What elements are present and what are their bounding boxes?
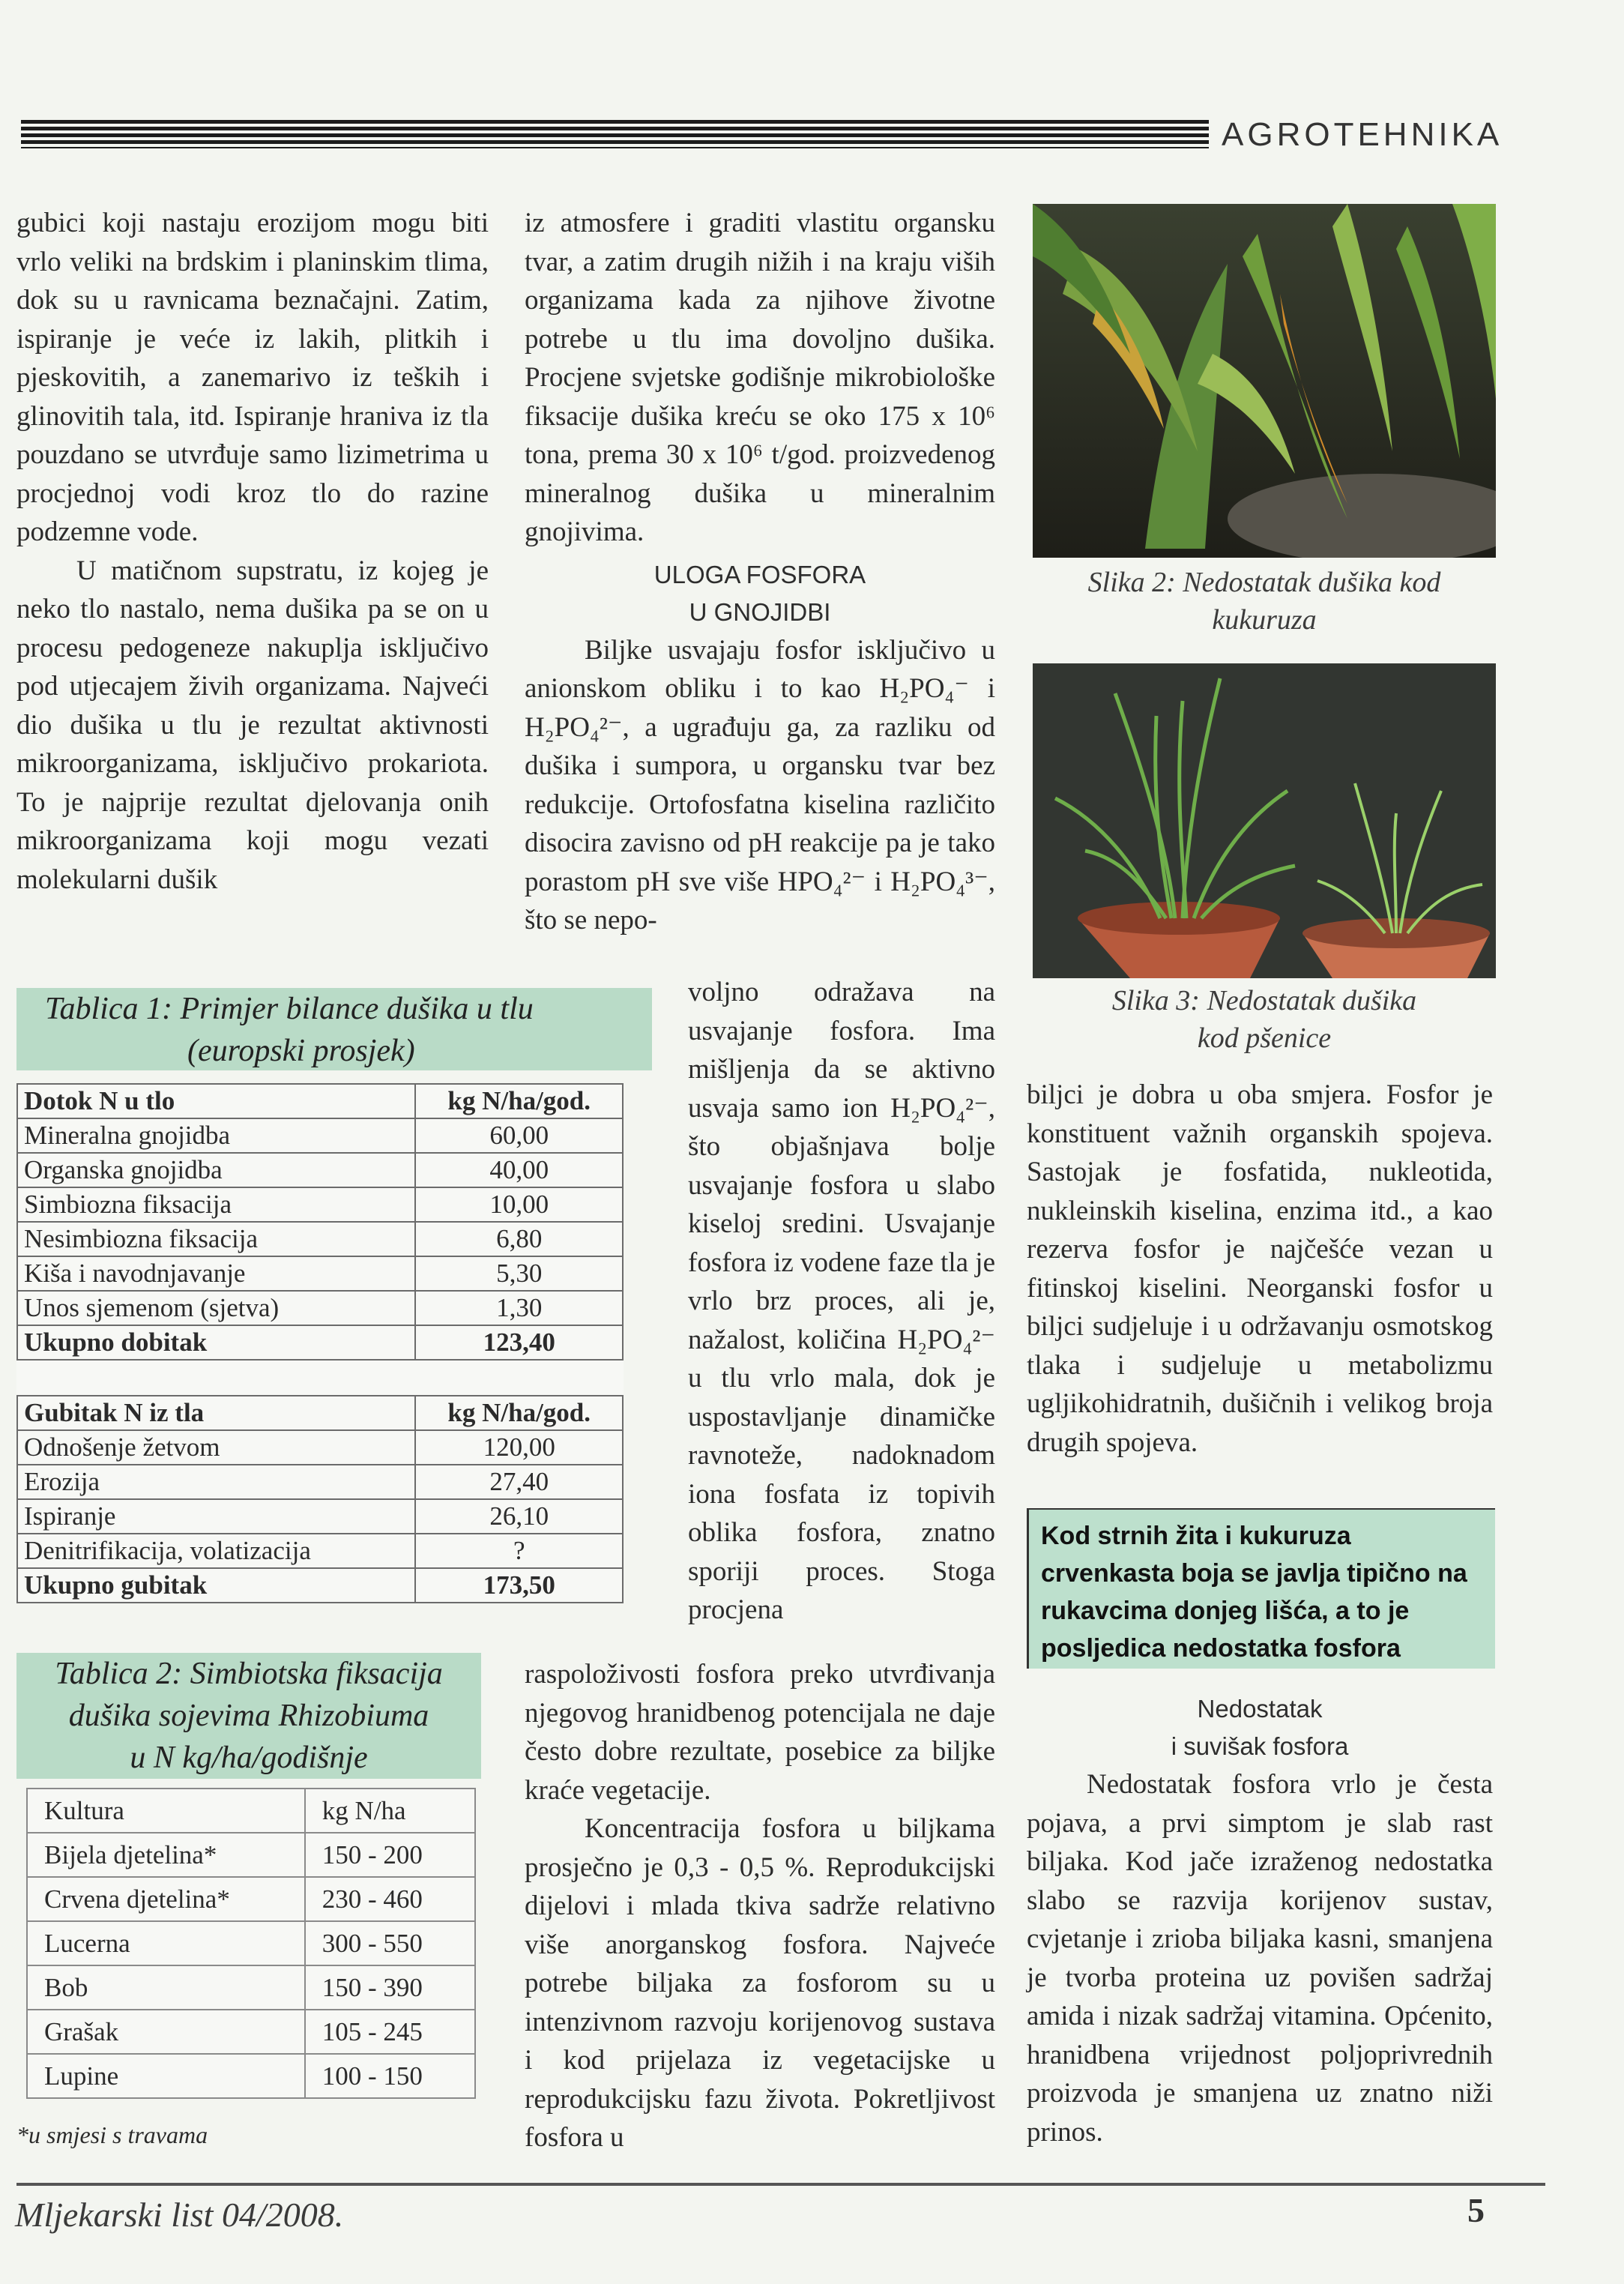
- section-heading: Nedostatak i suvišak fosfora: [1171, 1695, 1349, 1760]
- table-header-row: Dotok N u tlo kg N/ha/god.: [17, 1084, 623, 1118]
- figure-caption: Slika 3: Nedostatak dušika kod pšenice: [1111, 985, 1417, 1054]
- table-row: Lupine 100 - 150: [27, 2054, 475, 2098]
- table-row: Crvena djetelina* 230 - 460: [27, 1877, 475, 1921]
- table-row: Grašak 105 - 245: [27, 2010, 475, 2054]
- table-row: Lucerna 300 - 550: [27, 1921, 475, 1965]
- table-row: Nesimbiozna fiksacija 6,80: [17, 1222, 623, 1256]
- paragraph: biljci je dobra u oba smjera. Fosfor je konstituent važnih organskih spojeva. Sastojak je fosfatida, nukleotida, nukleinskih kiselina, enzima itd., a kao rezerva fosfor je najčešće vezan u fitinskoj kiselini. Neorganski fosfor u biljci sudjeluje i u održavanju osmotskog tlaka i sudjeluje u metabolizmu ugljikohidratnih, dušičnih i velikog broja drugih spojeva.: [1027, 1079, 1493, 1458]
- paragraph: Biljke usvajaju fosfor isključivo u anionskom obliku i to kao H₂PO₄⁻ i H₂PO₄²⁻, a ugrađuju ga, za razliku od dušika i sumpora, u organsku tvar bez redukcije. Ortofosfatna kiselina različito disocira zavisno od pH reakcije pa je tako porastom pH sve više HPO₄²⁻ i H₂PO₄³⁻, što se nepo-: [525, 634, 995, 935]
- table-row: Organska gnojidba 40,00: [17, 1153, 623, 1187]
- paragraph: raspoloživosti fosfora preko utvrđivanja njegovog hranidbenog potencijala ne daje često dobre rezultate, posebice za biljke kraće vegetacije.: [525, 1659, 995, 1806]
- paragraph: U matičnom supstratu, iz kojeg je neko tlo nastalo, nema dušika pa se on u procesu pedogeneze nakuplja isključivo pod utjecajem živih organizama. Najveći dio dušika u tlu je rezultat aktivnosti mikroorganizama, isključivo prokariota. To je najprije rezultat djelovanja onih mikroorganizama koji mogu vezati molekularni dušik: [16, 555, 489, 895]
- paragraph: Nedostatak fosfora vrlo je česta pojava, a prvi simptom je slab rast biljaka. Kod jače izraženog nedostatka slabo se razvija korijenov sustav, cvjetanje i zrioba biljaka kasni, smanjena je tvorba proteina uz povišen sadržaj amida i nizak sadržaj vitamina. Općenito, hranidbena vrijednost poljoprivrednih proizvoda je smanjena uz znatno niži prinos.: [1027, 1769, 1493, 2148]
- symbiotic-fixation-table: [26, 1788, 476, 2099]
- corn-photo: [1033, 204, 1496, 558]
- table-row: Odnošenje žetvom 120,00: [17, 1430, 623, 1465]
- column-3-lower: [1027, 1690, 1493, 2151]
- table-header-row: Gubitak N iz tla kg N/ha/god.: [17, 1396, 623, 1430]
- header-rule: [21, 120, 1209, 148]
- page-number: 5: [1467, 2191, 1485, 2229]
- paragraph: gubici koji nastaju erozijom mogu biti vrlo veliki na brdskim i planinskim tlima, dok su u ravnicama beznačajni. Zatim, ispiranje je veće iz lakih, plitkih i pjeskovitih, a zanemarivo iz teških i glinovitih tala, itd. Ispiranje hraniva iz tla pouzdano se utvrđuje samo lizimetrima u procjednoj vodi kroz tlo do razine podzemne vode.: [16, 208, 489, 547]
- table-header-row: Kultura kg N/ha: [27, 1789, 475, 1833]
- table-row: Simbiozna fiksacija 10,00: [17, 1187, 623, 1222]
- table-row: Ispiranje 26,10: [17, 1499, 623, 1534]
- figure-caption: Slika 2: Nedostatak dušika kod kukuruza: [1087, 567, 1441, 636]
- callout-box: Kod strnih žita i kukuruza crvenkasta boja se javlja tipično na rukavcima donjeg lišća, a to je posljedica nedostatka fosfora: [1027, 1508, 1495, 1669]
- section-title: AGROTEHNIKA: [1222, 116, 1503, 153]
- table-total-row: Ukupno dobitak 123,40: [17, 1325, 623, 1360]
- column-1: [16, 204, 489, 899]
- table1-title: Tablica 1: Primjer bilance dušika u tlu (europski prosjek): [16, 988, 652, 1070]
- table-row: Kiša i navodnjavanje 5,30: [17, 1256, 623, 1291]
- table-row: Denitrifikacija, volatizacija ?: [17, 1534, 623, 1568]
- table2-footnote: *u smjesi s travama: [16, 2121, 208, 2148]
- table-row: Mineralna gnojidba 60,00: [17, 1118, 623, 1153]
- table-row: Erozija 27,40: [17, 1465, 623, 1499]
- table2-title: Tablica 2: Simbiotska fiksacija dušika sojevima Rhizobiuma u N kg/ha/godišnje: [16, 1653, 481, 1779]
- column-2-narrow: [688, 973, 995, 1630]
- section-heading: ULOGA FOSFORA U GNOJIDBI: [653, 560, 866, 626]
- table-row: Unos sjemenom (sjetva) 1,30: [17, 1291, 623, 1325]
- column-3: [1027, 1076, 1493, 1462]
- table-row: Bijela djetelina* 150 - 200: [27, 1833, 475, 1877]
- paragraph: Koncentracija fosfora u biljkama prosječno je 0,3 - 0,5 %. Reprodukcijski dijelovi i mlada tkiva sadrže relativno više anorganskog fosfora. Najveće potrebe biljaka za fosforom su u intenzivnom razvoju korijenovog sustava i kod prijelaza iz vegetacijske u reprodukcijsku fazu života. Pokretljivost fosfora u: [525, 1813, 995, 2153]
- paragraph: iz atmosfere i graditi vlastitu organsku tvar, a zatim drugih nižih i na kraju viših organizama kada za njihove životne potrebe u tlu ima dovoljno dušika. Procjene svjetske godišnje mikrobiološke fiksacije dušika kreću se oko 175 x 10⁶ tona, prema 30 x 10⁶ t/god. proizvedenog mineralnog dušika u mineralnim gnojivima.: [525, 208, 995, 547]
- paragraph: voljno odražava na usvajanje fosfora. Ima mišljenja da se aktivno usvaja samo ion H₂PO₄²⁻, što objašnjava bolje usvajanje fosfora u slabo kiseloj sredini. Usvajanje fosfora iz vodene faze tla je vrlo brz proces, ali je, nažalost, količina H₂PO₄²⁻ u tlu vrlo mala, dok je uspostavljanje dinamičke ravnoteže, nadoknadom iona fosfata iz topivih oblika fosfora, znatno sporiji proces. Stoga procjena: [688, 977, 995, 1625]
- table-total-row: Ukupno gubitak 173,50: [17, 1568, 623, 1603]
- column-2-lower: [525, 1655, 995, 2157]
- nitrogen-balance-table: [16, 1083, 624, 1603]
- journal-name: Mljekarski list 04/2008.: [15, 2196, 344, 2234]
- table-row: Bob 150 - 390: [27, 1965, 475, 2010]
- column-2: [525, 204, 995, 940]
- footer-rule: [16, 2183, 1545, 2186]
- wheat-photo: [1033, 663, 1496, 978]
